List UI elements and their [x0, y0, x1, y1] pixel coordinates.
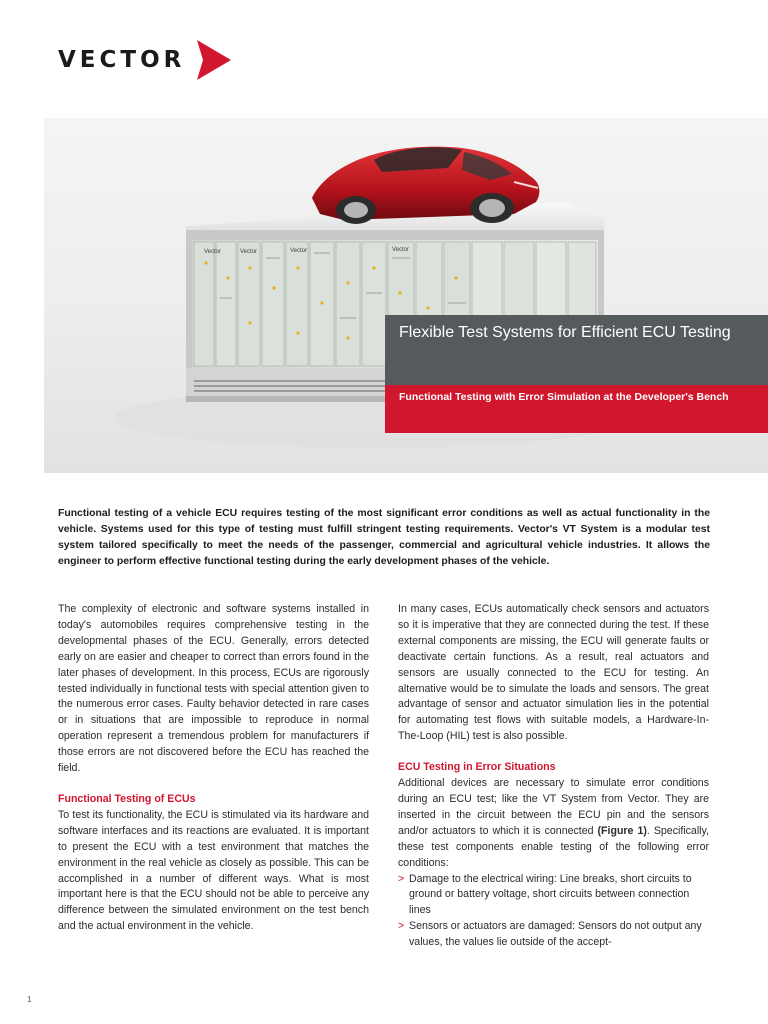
intro-paragraph: Functional testing of a vehicle ECU requires testing of the most significant error conditions as well as actual functionality in the vehicle. Systems used for this type of testing must fulfill stringent testing requirements. Vector's VT System is a modular test system tailored specifically to meet the needs of the passenger, commercial and agricultural vehicle industries. It allows the engineer to perform effective functional testing during the early development phases of the vehicle.: [58, 508, 710, 567]
rack-label: Vector: [240, 249, 258, 255]
right-column: [398, 602, 709, 951]
error-conditions-list: [398, 872, 709, 952]
chevron-logo-icon: [195, 40, 231, 80]
hero-subtitle-box: [385, 385, 768, 433]
body-paragraph: The complexity of electronic and software systems installed in today's automobiles requires comprehensive testing in the developmental phases of the ECU. Generally, errors detected early on are easier and cheaper to correct than errors found in the later phases of development. In this process, ECUs are rigorously tested individually in functional tests with special attention given to the numerous error cases. Faulty behavior detected in rare cases or in situations that are impossible to reproduce in normal operation represent a tremendous problem for manufacturers if those errors are not discovered before the ECU has reached the field.: [58, 603, 369, 775]
rack-label: Vector: [290, 248, 308, 254]
red-car-image: [312, 147, 539, 224]
page-title: Flexible Test Systems for Efficient ECU Testing: [399, 324, 731, 341]
list-item: > Damage to the electrical wiring: Line breaks, short circuits to ground or battery voltage, short circuits between connection lines: [398, 872, 709, 920]
rack-label: Vector: [204, 249, 222, 255]
rack-label: Vector: [392, 247, 410, 253]
section-heading: ECU Testing in Error Situations: [398, 761, 556, 774]
figure-reference: (Figure 1): [597, 824, 647, 837]
body-paragraph: In many cases, ECUs automatically check sensors and actuators so it is imperative that they are connected during the test. If these external components are missing, the ECU will generate faults or deactivate certain functions. As a result, real actuators and sensors are usually connected to the ECU for testing. An alternative would be to simulate the loads and sensors. The great advantage of sensor and actuator simulation lies in the potential for automating test flows with suitable models, a Hardware-In-The-Loop (HIL) test is also possible.: [398, 603, 709, 743]
page-subtitle: Functional Testing with Error Simulation at the Developer's Bench: [399, 391, 729, 403]
left-column: [58, 602, 369, 935]
hero-title-box: [385, 315, 768, 385]
vector-logo: [58, 40, 231, 80]
body-text: . Specifically, these test components enable testing of the following error conditions:: [398, 824, 709, 869]
body-paragraph: To test its functionality, the ECU is stimulated via its hardware and software interfaces and its reactions are evaluated. It is important to present the ECU with a test environment that matches the environment in the real vehicle as closely as possible. This can be accomplished in a number of different ways. What is most important here is that the ECU should not be able to perceive any difference between the simulated environment on the test bench and the actual environment in the vehicle.: [58, 808, 369, 933]
section-heading: Functional Testing of ECUs: [58, 792, 196, 805]
body-text: Additional devices are necessary to simulate error conditions during an ECU test; like the VT System from Vector. They are inserted in the circuit between the ECU pin and the sensors and/or actuators to which it is connected: [398, 777, 709, 837]
page-number: 1: [27, 995, 32, 1004]
body-paragraph: [398, 776, 709, 871]
logo-wordmark: VECTOR: [58, 47, 186, 73]
list-item: > Sensors or actuators are damaged: Sensors do not output any values, the values lie outside of the accept-: [398, 919, 709, 951]
